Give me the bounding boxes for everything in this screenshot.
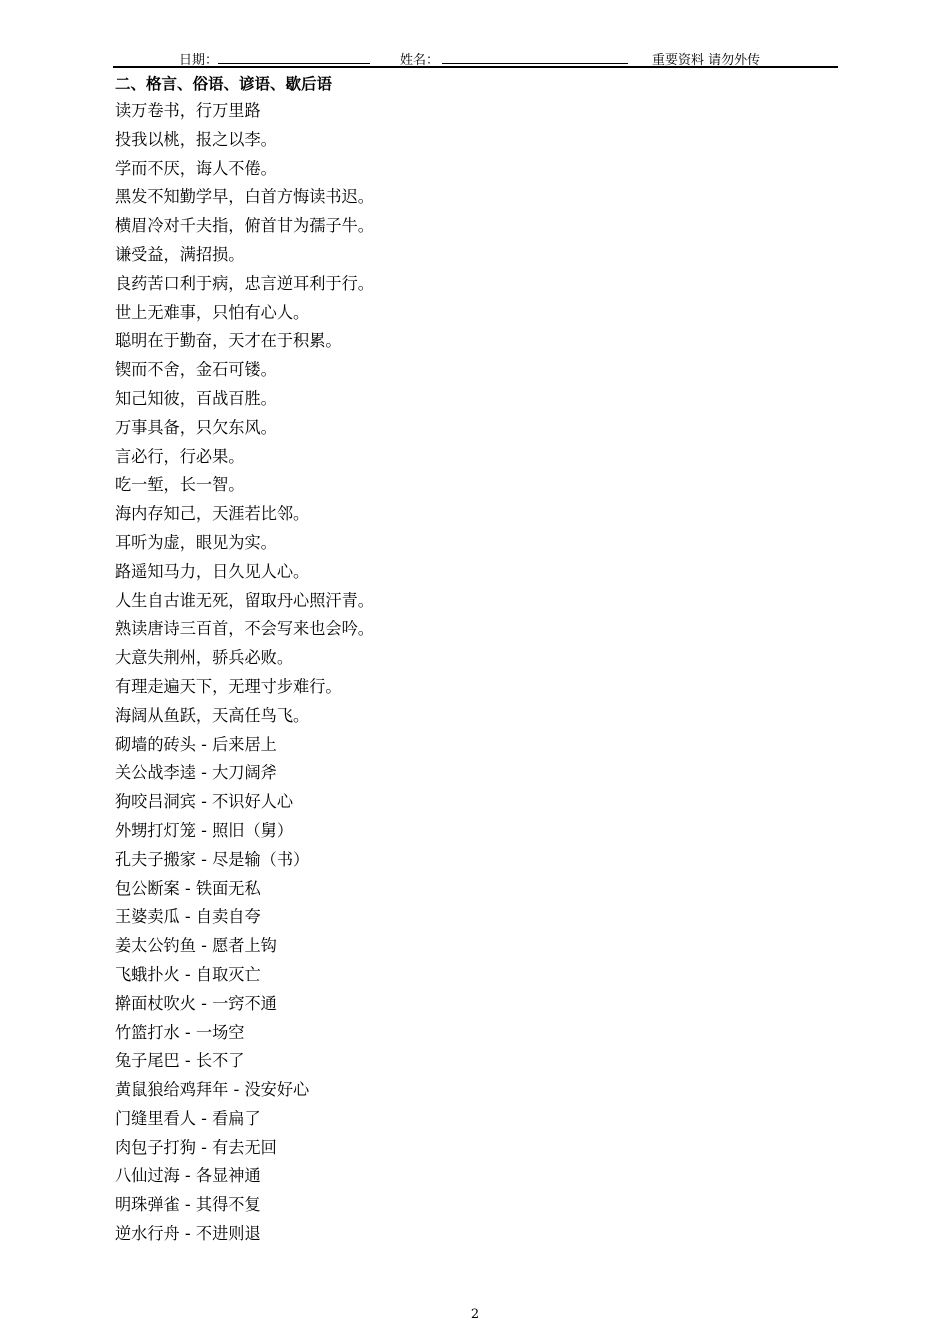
saying-line: 飞蛾扑火 - 自取灭亡 <box>115 964 261 984</box>
saying-line: 王婆卖瓜 - 自卖自夸 <box>115 907 261 927</box>
saying-line: 关公战李逵 - 大刀阔斧 <box>115 763 277 783</box>
saying-line: 横眉冷对千夫指，俯首甘为孺子牛。 <box>115 216 374 236</box>
saying-line: 黄鼠狼给鸡拜年 - 没安好心 <box>115 1080 310 1100</box>
saying-line: 明珠弹雀 - 其得不复 <box>115 1195 261 1215</box>
saying-line: 海内存知己，天涯若比邻。 <box>115 504 310 524</box>
saying-line: 锲而不舍，金石可镂。 <box>115 360 277 380</box>
saying-line: 包公断案 - 铁面无私 <box>115 878 261 898</box>
section-title: 二、格言、俗语、谚语、歇后语 <box>115 75 333 93</box>
saying-line: 吃一堑，长一智。 <box>115 475 245 495</box>
saying-line: 擀面杖吹火 - 一窍不通 <box>115 993 277 1013</box>
saying-line: 孔夫子搬家 - 尽是输（书） <box>115 849 310 869</box>
saying-line: 姜太公钓鱼 - 愿者上钩 <box>115 936 277 956</box>
saying-line: 良药苦口利于病，忠言逆耳利于行。 <box>115 273 374 293</box>
saying-line: 黑发不知勤学早，白首方悔读书迟。 <box>115 187 374 207</box>
saying-line: 学而不厌，诲人不倦。 <box>115 158 277 178</box>
saying-line: 路遥知马力，日久见人心。 <box>115 561 310 581</box>
page-number: 2 <box>470 1307 480 1322</box>
name-label: 姓名： <box>400 53 440 68</box>
confidential-notice: 重要资料 请勿外传 <box>652 53 761 68</box>
saying-line: 海阔从鱼跃，天高任鸟飞。 <box>115 705 310 725</box>
saying-line: 读万卷书，行万里路 <box>115 101 261 120</box>
saying-line: 肉包子打狗 - 有去无回 <box>115 1137 277 1157</box>
sayings-list <box>115 100 374 1252</box>
saying-line: 大意失荆州，骄兵必败。 <box>115 648 294 668</box>
saying-line: 投我以桃，报之以李。 <box>115 129 277 149</box>
saying-line: 外甥打灯笼 - 照旧（舅） <box>115 820 294 840</box>
saying-line: 言必行，行必果。 <box>115 446 245 466</box>
saying-line: 耳听为虚，眼见为实。 <box>115 532 277 552</box>
saying-line: 人生自古谁无死，留取丹心照汗青。 <box>115 590 374 610</box>
saying-line: 竹篮打水 - 一场空 <box>115 1022 245 1042</box>
saying-line: 逆水行舟 - 不进则退 <box>115 1224 261 1244</box>
saying-line: 八仙过海 - 各显神通 <box>115 1166 261 1186</box>
saying-line: 聪明在于勤奋，天才在于积累。 <box>115 331 342 351</box>
name-blank-line <box>442 63 628 64</box>
saying-line: 狗咬吕洞宾 - 不识好人心 <box>115 792 294 812</box>
page-header <box>113 46 838 68</box>
date-blank-line <box>218 63 370 64</box>
saying-line: 砌墙的砖头 - 后来居上 <box>115 734 277 754</box>
saying-line: 知己知彼，百战百胜。 <box>115 388 277 408</box>
saying-line: 门缝里看人 - 看扁了 <box>115 1108 261 1128</box>
saying-line: 有理走遍天下，无理寸步难行。 <box>115 676 342 696</box>
saying-line: 谦受益，满招损。 <box>115 244 245 264</box>
date-label: 日期： <box>179 53 219 68</box>
saying-line: 世上无难事，只怕有心人。 <box>115 302 310 322</box>
saying-line: 万事具备，只欠东风。 <box>115 417 277 437</box>
saying-line: 熟读唐诗三百首，不会写来也会吟。 <box>115 619 374 639</box>
saying-line: 兔子尾巴 - 长不了 <box>115 1051 245 1071</box>
